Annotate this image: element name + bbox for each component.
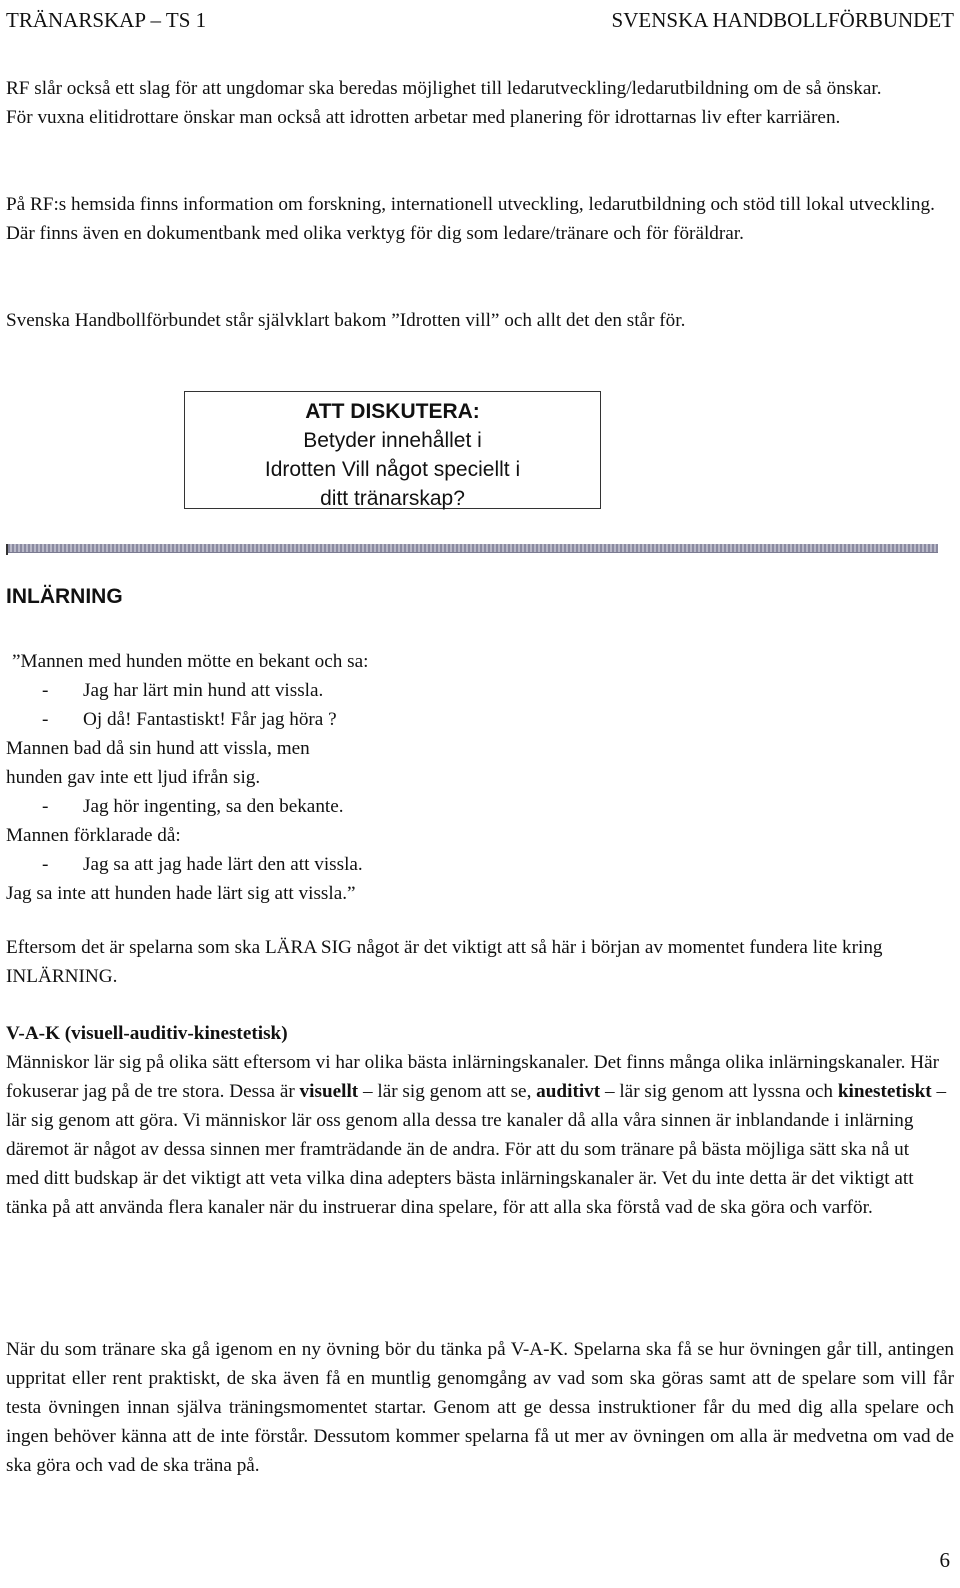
dash-mark: - — [42, 680, 49, 701]
discussion-title: ATT DISKUTERA: — [305, 400, 480, 423]
paragraph-vak-practice: När du som tränare ska gå igenom en ny övning bör du tänka på V-A-K. Spelarna ska få se hur övningen går till, antingen uppritat eller rent praktiskt, de ska även få en muntlig genomgång av vad som ska göras samt att de spelare som vill får testa övningen innan själva träningsmomentet startar. Genom att ge dessa instruktioner får du med dig alla spelare och ingen behöver känna att de inte förstår. Dessutom kommer spelarna få ut mer av övningen om alla är medvetna om vad de ska göra och vad de ska träna på. — [6, 1339, 954, 1476]
story-dialogue-line — [6, 850, 906, 879]
page-number: 6 — [939, 1548, 950, 1572]
paragraph-learning-intro: Eftersom det är spelarna som ska LÄRA SIG något är det viktigt att så här i början av momentet fundera lite kring INLÄRNING. — [6, 937, 883, 987]
story-line-text: Jag har lärt min hund att vissla. — [83, 680, 324, 701]
story-line: Jag sa inte att hunden hade lärt sig att vissla.” — [6, 883, 356, 904]
section-heading-inlarning: INLÄRNING — [6, 585, 123, 608]
dash-mark: - — [42, 854, 49, 875]
section-divider — [6, 544, 938, 553]
page-header — [6, 6, 954, 34]
story-line: Mannen förklarade då: — [6, 825, 181, 846]
discussion-line: Idrotten Vill något speciellt i — [264, 458, 521, 481]
vak-text: Människor lär sig på olika sätt eftersom vi har olika bästa inlärningskanaler. Det finns många olika inlärningskanaler. Här fokuserar jag på de tre stora. Dessa är — [6, 1052, 940, 1102]
vak-term-auditory: auditivt — [536, 1081, 601, 1102]
vak-term-visual: visuellt — [299, 1081, 359, 1102]
story-line: Mannen bad då sin hund att vissla, men — [6, 738, 310, 759]
story-dialogue-line — [6, 676, 906, 705]
story-block — [6, 647, 906, 908]
story-line: ”Mannen med hunden mötte en bekant och sa: — [12, 651, 369, 672]
story-dialogue-line — [6, 705, 906, 734]
story-line-text: Jag sa att jag hade lärt den att vissla. — [83, 854, 363, 875]
vak-text: – lär sig genom att lyssna och — [600, 1081, 838, 1102]
paragraph-rf-website: På RF:s hemsida finns information om forskning, internationell utveckling, ledarutbildning och stöd till lokal utveckling. Där finns även en dokumentbank med olika verktyg för dig som ledare/tränare och för föräldrar. — [6, 194, 935, 244]
story-line: hunden gav inte ett ljud ifrån sig. — [6, 767, 261, 788]
discussion-line: ditt tränarskap? — [320, 487, 465, 510]
story-line-text: Jag hör ingenting, sa den bekante. — [83, 796, 344, 817]
vak-text: – lär sig genom att se, — [358, 1081, 537, 1102]
vak-text: med ditt budskap är det viktigt att veta vilka dina adepters bästa inlärningskanaler är. Vet du inte detta är det viktigt att tänka på att använda flera kanaler när du instruerar dina spelare, för att alla ska förstå vad de ska göra och varför. — [6, 1168, 914, 1218]
dash-mark: - — [42, 709, 49, 730]
discussion-box — [184, 391, 601, 509]
vak-term-kinesthetic: kinestetiskt — [837, 1081, 932, 1102]
header-title-right: SVENSKA HANDBOLLFÖRBUNDET — [611, 8, 954, 32]
story-line-text: Oj då! Fantastiskt! Får jag höra ? — [83, 709, 337, 730]
dash-mark: - — [42, 796, 49, 817]
header-title-left: TRÄNARSKAP – TS 1 — [6, 8, 207, 32]
vak-title: V-A-K (visuell-auditiv-kinestetisk) — [6, 1023, 288, 1044]
discussion-line: Betyder innehållet i — [303, 429, 482, 452]
paragraph-handball-federation: Svenska Handbollförbundet står självklart bakom ”Idrotten vill” och allt det den står för. — [6, 310, 686, 331]
paragraph-rf-youth: RF slår också ett slag för att ungdomar ska beredas möjlighet till ledarutveckling/ledarutbildning om de så önskar. För vuxna elitidrottare önskar man också att idrotten arbetar med planering för idrottarnas liv efter karriären. — [6, 78, 882, 128]
vak-section — [6, 1019, 954, 1222]
story-dialogue-line — [6, 792, 906, 821]
vak-text: – lär sig genom att göra. Vi människor lär oss genom alla dessa tre kanaler då alla våra sinnen är inblandande i inlärning däremot är något av dessa sinnen mer framträdande än de andra. För att du som tränare på bästa möjliga sätt ska nå ut — [6, 1081, 947, 1160]
